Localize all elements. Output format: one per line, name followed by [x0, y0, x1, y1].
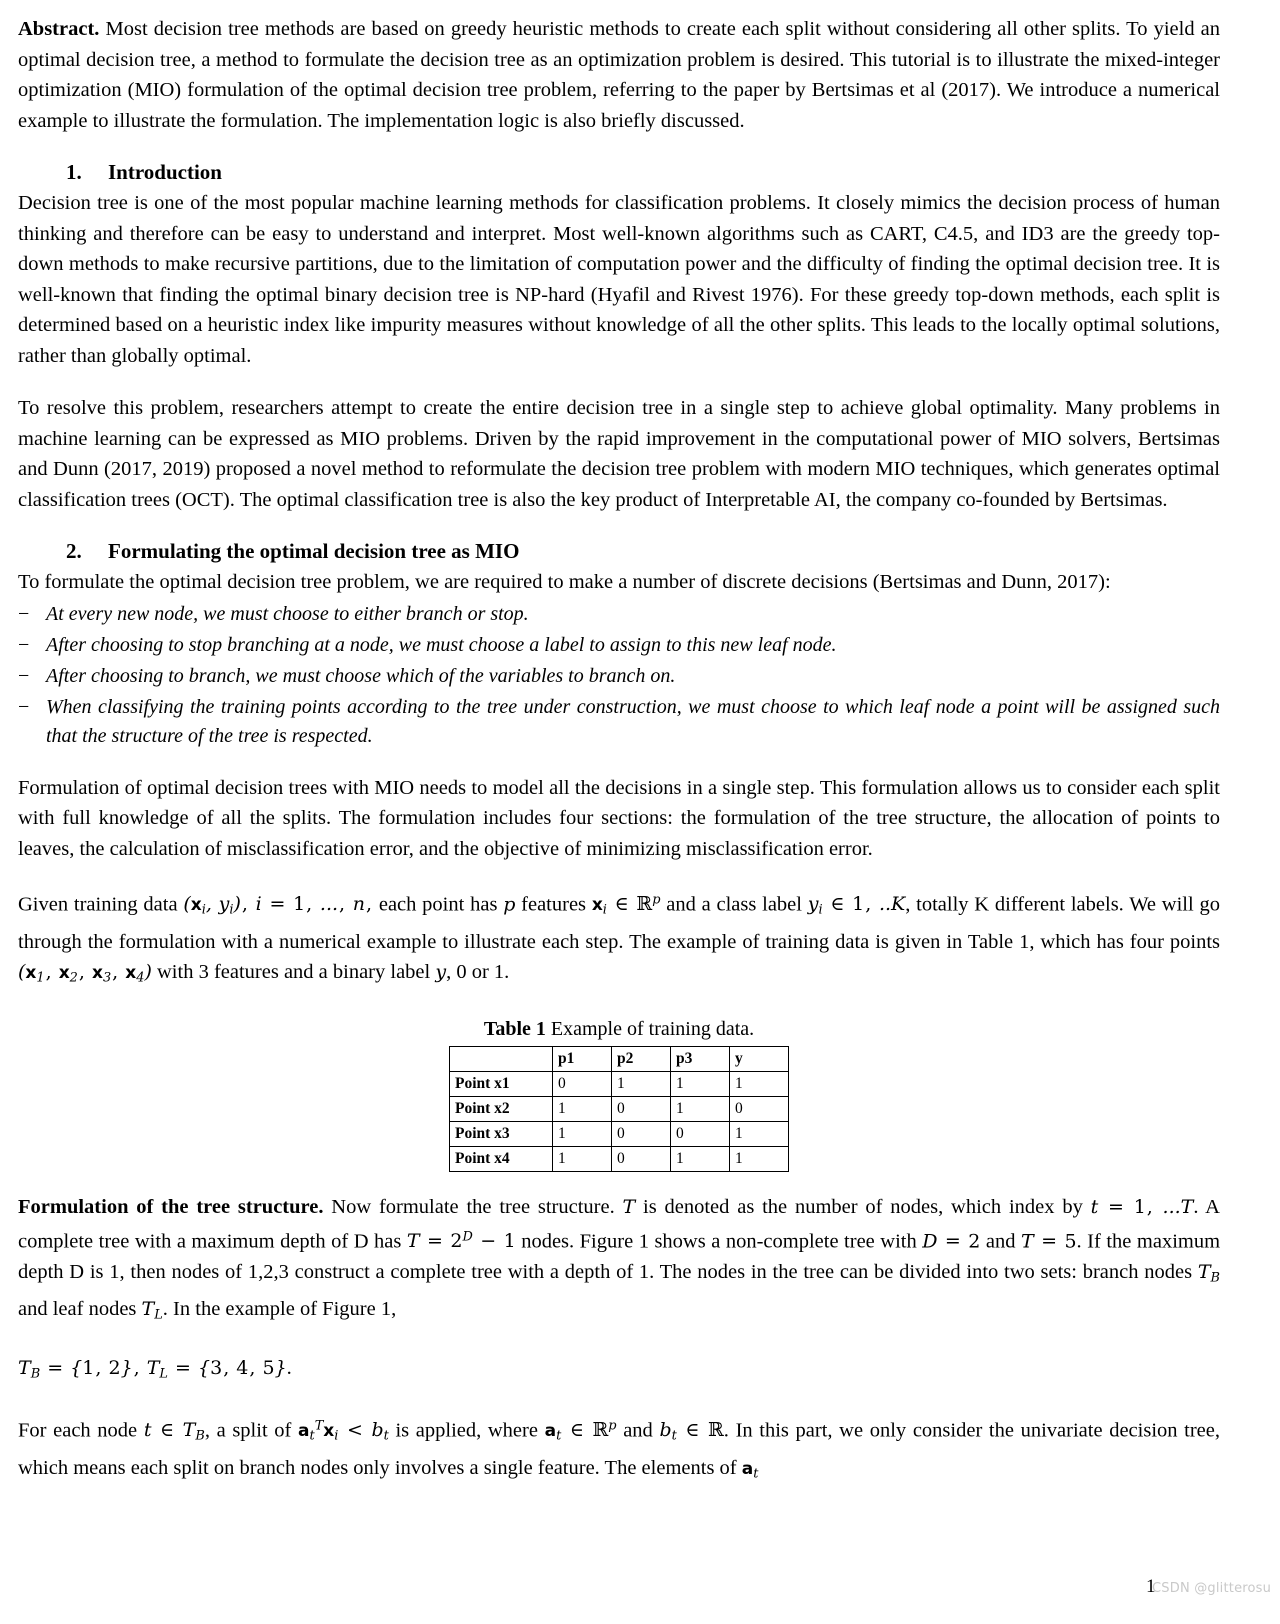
text-fragment: features [515, 893, 592, 916]
table-container [18, 1046, 1220, 1172]
text-fragment: Now formulate the tree structure. [323, 1196, 623, 1219]
text-fragment: and leaf nodes [18, 1297, 142, 1320]
list-item [18, 631, 1220, 660]
math-training-data: ($x_i$, $y_i$), i = 1, ..., n, [183, 893, 373, 919]
section-number: 1. [66, 160, 82, 184]
text-fragment: and [980, 1230, 1021, 1253]
list-item-text: After choosing to branch, we must choose which of the variables to branch on. [46, 664, 676, 687]
csdn-watermark: CSDN @glitterosu [1152, 1581, 1272, 1596]
text-fragment: is applied, where [388, 1419, 545, 1442]
cell-value: 0 [730, 1097, 789, 1122]
training-data-table [449, 1046, 789, 1172]
math-T-equals-5: T = 5 [1020, 1230, 1077, 1253]
text-fragment: , a split of [204, 1419, 299, 1442]
page-footer [0, 1570, 1280, 1610]
column-header-y: y [730, 1047, 789, 1072]
table-caption-text: Example of training data. [550, 1018, 755, 1041]
dash-marker: − [18, 633, 30, 656]
table-row [450, 1122, 789, 1147]
text-fragment: , totally K different labels. We will go through the formulation with a numerical example to illustrate each step. The example of training data is given in Table 1, which has four points [18, 893, 1220, 953]
table-row [450, 1072, 789, 1097]
text-fragment: . In the example of Figure 1, [162, 1297, 397, 1320]
cell-value: 0 [612, 1097, 671, 1122]
math-t-index-range: t = 1, ...T [1090, 1196, 1194, 1219]
list-item-text: At every new node, we must choose to either branch or stop. [46, 602, 529, 625]
cell-value: 1 [730, 1147, 789, 1172]
table-label: Table 1 [483, 1018, 546, 1041]
section2-intro-paragraph: To formulate the optimal decision tree problem, we are required to make a number of discrete decisions (Bertsimas and Dunn, 2017): [18, 571, 1111, 593]
math-a-in-Rp: $a_t$ ∈ ℝ$^p$ [544, 1418, 617, 1445]
cell-value: 1 [612, 1072, 671, 1097]
math-T-equals-2D-minus-1: $T = 2^D - 1$ [406, 1229, 516, 1253]
cell-value: 1 [553, 1122, 612, 1147]
tree-sets-equation-paragraph [18, 1353, 1220, 1390]
cell-value: 0 [671, 1122, 730, 1147]
math-x-in-rp: $x_i$ ∈ ℝ$^p$ [591, 893, 661, 919]
column-header-p1: p1 [553, 1047, 612, 1072]
row-label: Point x2 [450, 1097, 553, 1122]
section-number: 2. [66, 539, 82, 563]
cell-value: 0 [553, 1072, 612, 1097]
cell-value: 1 [730, 1122, 789, 1147]
row-label: Point x1 [450, 1072, 553, 1097]
text-fragment: . A complete tree with a maximum depth of D has [18, 1196, 1220, 1253]
text-fragment: and [616, 1419, 660, 1442]
list-item [18, 600, 1220, 629]
math-p-features: p [503, 893, 516, 916]
math-a-t: $a_t$ [741, 1458, 759, 1482]
page-number: 1 [1146, 1576, 1156, 1597]
split-paragraph [18, 1412, 1220, 1490]
math-four-points: ($x_1$, $x_2$, $x_3$, $x_4$) [18, 961, 152, 986]
table-caption [18, 1016, 1220, 1042]
cell-value: 1 [553, 1097, 612, 1122]
section-heading-introduction [18, 158, 1220, 186]
text-fragment: . If the maximum depth D is 1, then nodes of 1,2,3 construct a complete tree with a depth of 1. The nodes in the tree can be divided into two sets: branch nodes [18, 1230, 1221, 1283]
math-t-in-TB: t ∈ $T_B$ [143, 1419, 205, 1445]
math-label-y: y [435, 961, 447, 984]
dash-marker: − [18, 695, 30, 718]
training-data-paragraph [18, 886, 1220, 994]
column-header-p2: p2 [612, 1047, 671, 1072]
cell-value: 0 [612, 1122, 671, 1147]
table-header-row [450, 1047, 789, 1072]
dash-marker: − [18, 664, 30, 687]
cell-value: 1 [730, 1072, 789, 1097]
text-fragment: nodes. Figure 1 shows a non-complete tree with [515, 1230, 923, 1253]
row-label: Point x3 [450, 1122, 553, 1147]
math-split-condition: $a_t^Tx_i < b_t$ [298, 1418, 389, 1445]
math-y-in-1k: $y_i$ ∈ 1, ..K [807, 893, 906, 919]
text-fragment: and a class label [660, 893, 808, 916]
section-title: Introduction [108, 160, 222, 184]
table-row [450, 1097, 789, 1122]
cell-value: 1 [671, 1147, 730, 1172]
tree-structure-paragraph [18, 1192, 1220, 1331]
math-b-in-R: $b_t$ ∈ ℝ [659, 1419, 724, 1445]
abstract-paragraph [18, 14, 1220, 136]
math-TB-TL-sets: $T_B = \{1$, 2}, $T_L = \{3$, 4, 5} [18, 1356, 287, 1382]
decision-bullet-list [18, 600, 1220, 751]
math-T: T [622, 1196, 636, 1219]
introduction-paragraph-2: To resolve this problem, researchers attempt to create the entire decision tree in a single step to achieve global optimality. Many problems in machine learning can be expressed as MIO problems. Driven by the rapid improvement in the computational power of MIO solvers, Bertsimas and Dunn (2017, 2019) proposed a novel method to reformulate the decision tree problem with modern MIO techniques, which generates optimal classification trees (OCT). The optimal classification tree is also the key product of Interpretable AI, the company co-founded by Bertsimas. [18, 397, 1220, 511]
text-fragment: with 3 features and a binary label [151, 961, 436, 984]
cell-value: 1 [671, 1097, 730, 1122]
table-corner-cell [450, 1047, 553, 1072]
section-title: Formulating the optimal decision tree as MIO [108, 539, 520, 563]
table-row [450, 1147, 789, 1172]
text-fragment: Given training data [18, 893, 184, 916]
math-D-equals-2: D = 2 [922, 1230, 981, 1253]
list-item-text: When classifying the training points according to the tree under construction, we must choose to which leaf node a point will be assigned such that the structure of the tree is respected. [46, 695, 1220, 747]
cell-value: 1 [553, 1147, 612, 1172]
dash-marker: − [18, 602, 30, 625]
text-fragment: is denoted as the number of nodes, which index by [635, 1196, 1091, 1219]
row-label: Point x4 [450, 1147, 553, 1172]
list-item [18, 662, 1220, 691]
text-fragment: . [286, 1356, 292, 1379]
text-fragment: . In this part, we only consider the univariate decision tree, which means each split on branch nodes only involves a single feature. The elements of [18, 1419, 1221, 1479]
formulation-overview-paragraph: Formulation of optimal decision trees with MIO needs to model all the decisions in a single step. This formulation allows us to consider each split with full knowledge of all the splits. The formulation includes four sections: the formulation of the tree structure, the allocation of points to leaves, the calculation of misclassification error, and the objective of minimizing misclassification error. [18, 776, 1220, 860]
cell-value: 1 [671, 1072, 730, 1097]
cell-value: 0 [612, 1147, 671, 1172]
column-header-p3: p3 [671, 1047, 730, 1072]
text-fragment: , 0 or 1. [446, 961, 510, 984]
section-heading-formulating-mio [18, 537, 1220, 565]
abstract-label: Abstract. [18, 18, 100, 40]
text-fragment: each point has [373, 893, 504, 916]
abstract-text: Most decision tree methods are based on greedy heuristic methods to create each split without considering all other splits. To yield an optimal decision tree, a method to formulate the decision tree as an optimization problem is desired. This tutorial is to illustrate the mixed-integer optimization (MIO) formulation of the optimal decision tree problem, referring to the paper by Bertsimas et al (2017). We introduce a numerical example to illustrate the formulation. The implementation logic is also briefly discussed. [18, 18, 1220, 132]
math-TB: $T_B$ [1197, 1260, 1220, 1286]
list-item [18, 693, 1220, 751]
introduction-paragraph-1: Decision tree is one of the most popular machine learning methods for classification problems. It closely mimics the decision process of human thinking and therefore can be easy to understand and interpret. Most well-known algorithms such as CART, C4.5, and ID3 are the greedy top-down methods to make recursive partitions, due to the limitation of computation power and the difficulty of finding the optimal decision tree. It is well-known that finding the optimal binary decision tree is NP-hard (Hyafil and Rivest 1976). For these greedy top-down methods, each split is determined based on a heuristic index like impurity measures without knowledge of all the other splits. This leads to the locally optimal solutions, rather than globally optimal. [18, 192, 1220, 367]
list-item-text: After choosing to stop branching at a node, we must choose a label to assign to this new leaf node. [46, 633, 837, 656]
paragraph-lead-label: Formulation of the tree structure. [18, 1196, 324, 1219]
text-fragment: For each node [18, 1419, 144, 1442]
math-TL: $T_L$ [141, 1297, 163, 1323]
